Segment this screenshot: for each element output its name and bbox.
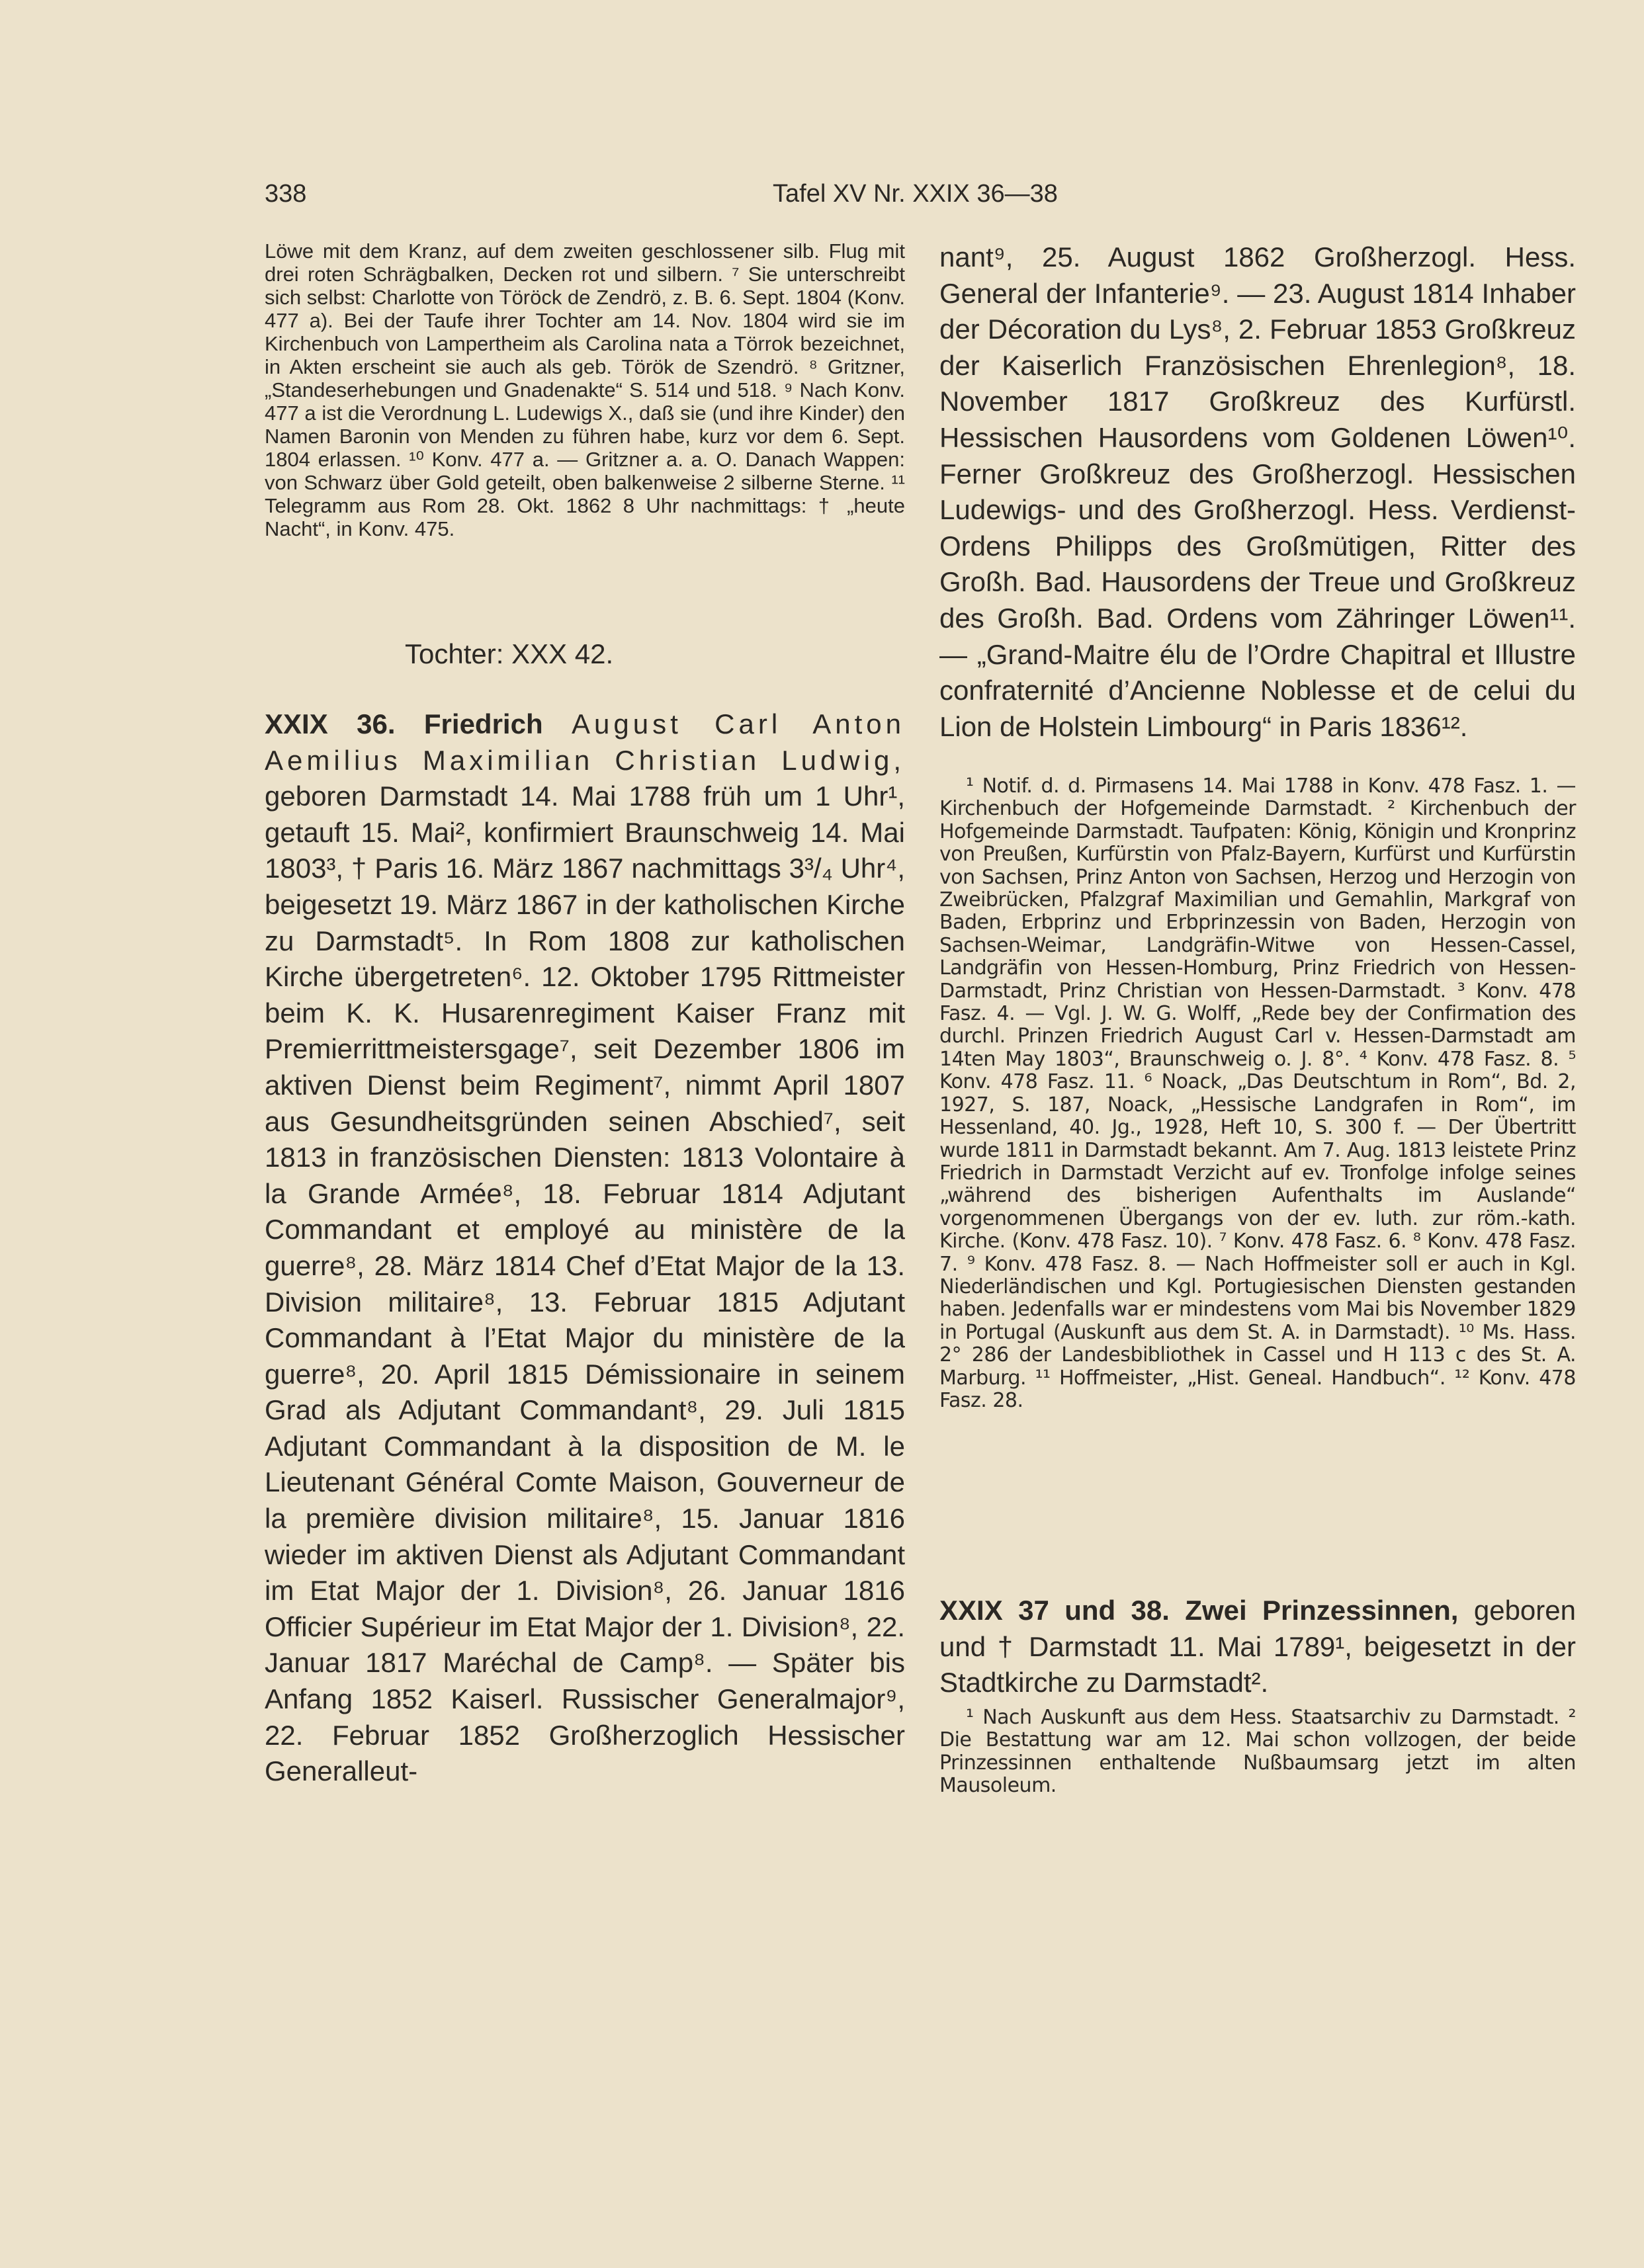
entry-number: XXIX 36.: [265, 708, 396, 739]
entry-first-name: Friedrich: [423, 708, 543, 739]
running-title: Tafel XV Nr. XXIX 36—38: [773, 180, 1058, 208]
entry-names: August Carl Anton Aemilius Maximilian Christian Ludwig,: [265, 708, 906, 776]
entry-xxix-37-38: [939, 1593, 1576, 1701]
footnotes-continued: Löwe mit dem Kranz, auf dem zweiten geschlossener silb. Flug mit drei roten Schrägbalken, Decken rot und silbern. ⁷ Sie unterschreibt sich selbst: Charlotte von Töröck de Zendrö, z. B. 6. Sept. 1804 (Konv. 477 a). Bei der Taufe ihrer Tochter am 14. Nov. 1804 wird sie im Kirchenbuch von Lampertheim als Carolina nata a Törrok bezeichnet, in Akten erscheint sie auch als geb. Török de Szendrö. ⁸ Gritzner, „Standeserhebungen und Gnadenakte“ S. 514 und 518. ⁹ Nach Konv. 477 a ist die Verordnung L. Ludewigs X., daß sie (und ihre Kinder) den Namen Baronin von Menden zu führen habe, kurz vor dem 6. Sept. 1804 erlassen. ¹⁰ Konv. 477 a. — Gritzner a. a. O. Danach Wappen: von Schwarz über Gold geteilt, oben balkenweise 2 silberne Sterne. ¹¹ Telegramm aus Rom 28. Okt. 1862 8 Uhr nachmittags: † „heute Nacht“, in Konv. 475.: [265, 239, 905, 540]
entry-xxix-36: [265, 706, 905, 1790]
entry-xxix-36-continued: nant⁹, 25. August 1862 Großherzogl. Hess. General der Infanterie⁹. — 23. August 1814 Inhaber der Décoration du Lys⁸, 2. Februar 1853 Großkreuz der Kaiserlich Französischen Ehrenlegion⁸, 18. November 1817 Großkreuz des Kurfürstl. Hessischen Hausordens vom Goldenen Löwen¹⁰. Ferner Großkreuz des Großherzogl. Hessischen Ludewigs- und des Großherzogl. Hess. Verdienst-Ordens Philipps des Großmütigen, Ritter des Großh. Bad. Hausordens der Treue und Großkreuz des Großh. Bad. Ordens vom Zähringer Löwen¹¹. — „Grand-Maitre élu de l’Ordre Chapitral et Illustre confraternité d’Ancienne Noblesse et de celui du Lion de Holstein Limbourg“ in Paris 1836¹².: [939, 241, 1576, 742]
footnotes-xxix-36: ¹ Notif. d. d. Pirmasens 14. Mai 1788 in Konv. 478 Fasz. 1. — Kirchenbuch der Hofgemeinde Darmstadt. ² Kirchenbuch der Hofgemeinde Darmstadt. Taufpaten: König, Königin und Kronprinz von Preußen, Kurfürstin von Pfalz-Bayern, Kurfürst und Kurfürstin von Sachsen, Prinz Anton von Sachsen, Herzog und Herzogin von Zweibrücken, Pfalzgraf Maximilian und Gemahlin, Markgraf von Baden, Erbprinz und Erbprinzessin von Baden, Herzogin von Sachsen-Weimar, Landgräfin-Witwe von Hessen-Cassel, Landgräfin von Hessen-Homburg, Prinz Friedrich von Hessen-Darmstadt, Prinz Christian von Hessen-Darmstadt. ³ Konv. 478 Fasz. 4. — Vgl. J. W. G. Wolff, „Rede bey der Confirmation des durchl. Prinzen Friedrich August Carl v. Hessen-Darmstadt am 14ten May 1803“, Braunschweig o. J. 8°. ⁴ Konv. 478 Fasz. 8. ⁵ Konv. 478 Fasz. 11. ⁶ Noack, „Das Deutschtum in Rom“, Bd. 2, 1927, S. 187, Noack, „Hessische Landgrafen in Rom“, im Hessenland, 40. Jg., 1928, Heft 10, S. 300 f. — Der Übertritt wurde 1811 in Darmstadt bekannt. Am 7. Aug. 1813 leistete Prinz Friedrich in Darmstadt Verzicht auf ev. Tronfolge infolge seines „während des bisherigen Aufenthalts im Auslande“ vorgenommenen Übergangs von der ev. luth. zur röm.-kath. Kirche. (Konv. 478 Fasz. 10). ⁷ Konv. 478 Fasz. 6. ⁸ Konv. 478 Fasz. 7. ⁹ Konv. 478 Fasz. 8. — Nach Hoffmeister soll er auch in Kgl. Niederländischen und Kgl. Portugiesischen Diensten gestanden haben. Jedenfalls war er mindestens vom Mai bis November 1829 in Portugal (Auskunft aus dem St. A. in Darmstadt). ¹⁰ Ms. Hass. 2° 286 der Landesbibliothek in Cassel und H 113 c des St. A. Marburg. ¹¹ Hoffmeister, „Hist. Geneal. Handbuch“. ¹² Konv. 478 Fasz. 28.: [939, 775, 1576, 1412]
entry-heading: XXIX 37 und 38. Zwei Prinzessinnen,: [939, 1595, 1459, 1626]
entry-body: geboren und † Darmstadt 11. Mai 1789¹, beigesetzt in der Stadtkirche zu Darmstadt².: [939, 1595, 1576, 1699]
page-number: 338: [265, 180, 307, 208]
footnotes-xxix-37-38: ¹ Nach Auskunft aus dem Hess. Staatsarchiv zu Darmstadt. ² Die Bestattung war am 12. Mai schon vollzogen, der beide Prinzessinnen enthaltende Nußbaumsarg jetzt im alten Mausoleum.: [939, 1706, 1576, 1798]
children-reference: Tochter: XXX 42.: [405, 638, 614, 669]
entry-body: geboren Darmstadt 14. Mai 1788 früh um 1 Uhr¹, getauft 15. Mai², konfirmiert Braunschweig 14. Mai 1803³, † Paris 16. März 1867 nachmittags 3³/₄ Uhr⁴, beigesetzt 19. März 1867 in der katholischen Kirche zu Darmstadt⁵. In Rom 1808 zur katholischen Kirche übergetreten⁶. 12. Oktober 1795 Rittmeister beim K. K. Husarenregiment Kaiser Franz mit Premierrittmeistersgage⁷, seit Dezember 1806 im aktiven Dienst beim Regiment⁷, nimmt April 1807 aus Gesundheitsgründen seinen Abschied⁷, seit 1813 in französischen Diensten: 1813 Volontaire à la Grande Armée⁸, 18. Februar 1814 Adjutant Commandant et employé au ministère de la guerre⁸, 28. März 1814 Chef d’Etat Major de la 13. Division militaire⁸, 13. Februar 1815 Adjutant Commandant à l’Etat Major du ministère de la guerre⁸, 20. April 1815 Démissionaire in seinem Grad als Adjutant Commandant⁸, 29. Juli 1815 Adjutant Commandant à la disposition de M. le Lieutenant Général Comte Maison, Gouverneur de la première division militaire⁸, 15. Januar 1816 wieder im aktiven Dienst als Adjutant Commandant im Etat Major der 1. Division⁸, 26. Januar 1816 Officier Supérieur im Etat Major der 1. Division⁸, 22. Januar 1817 Maréchal de Camp⁸. — Später bis Anfang 1852 Kaiserl. Russischer Generalmajor⁹, 22. Februar 1852 Großherzoglich Hessischer Generalleut-: [265, 780, 905, 1787]
